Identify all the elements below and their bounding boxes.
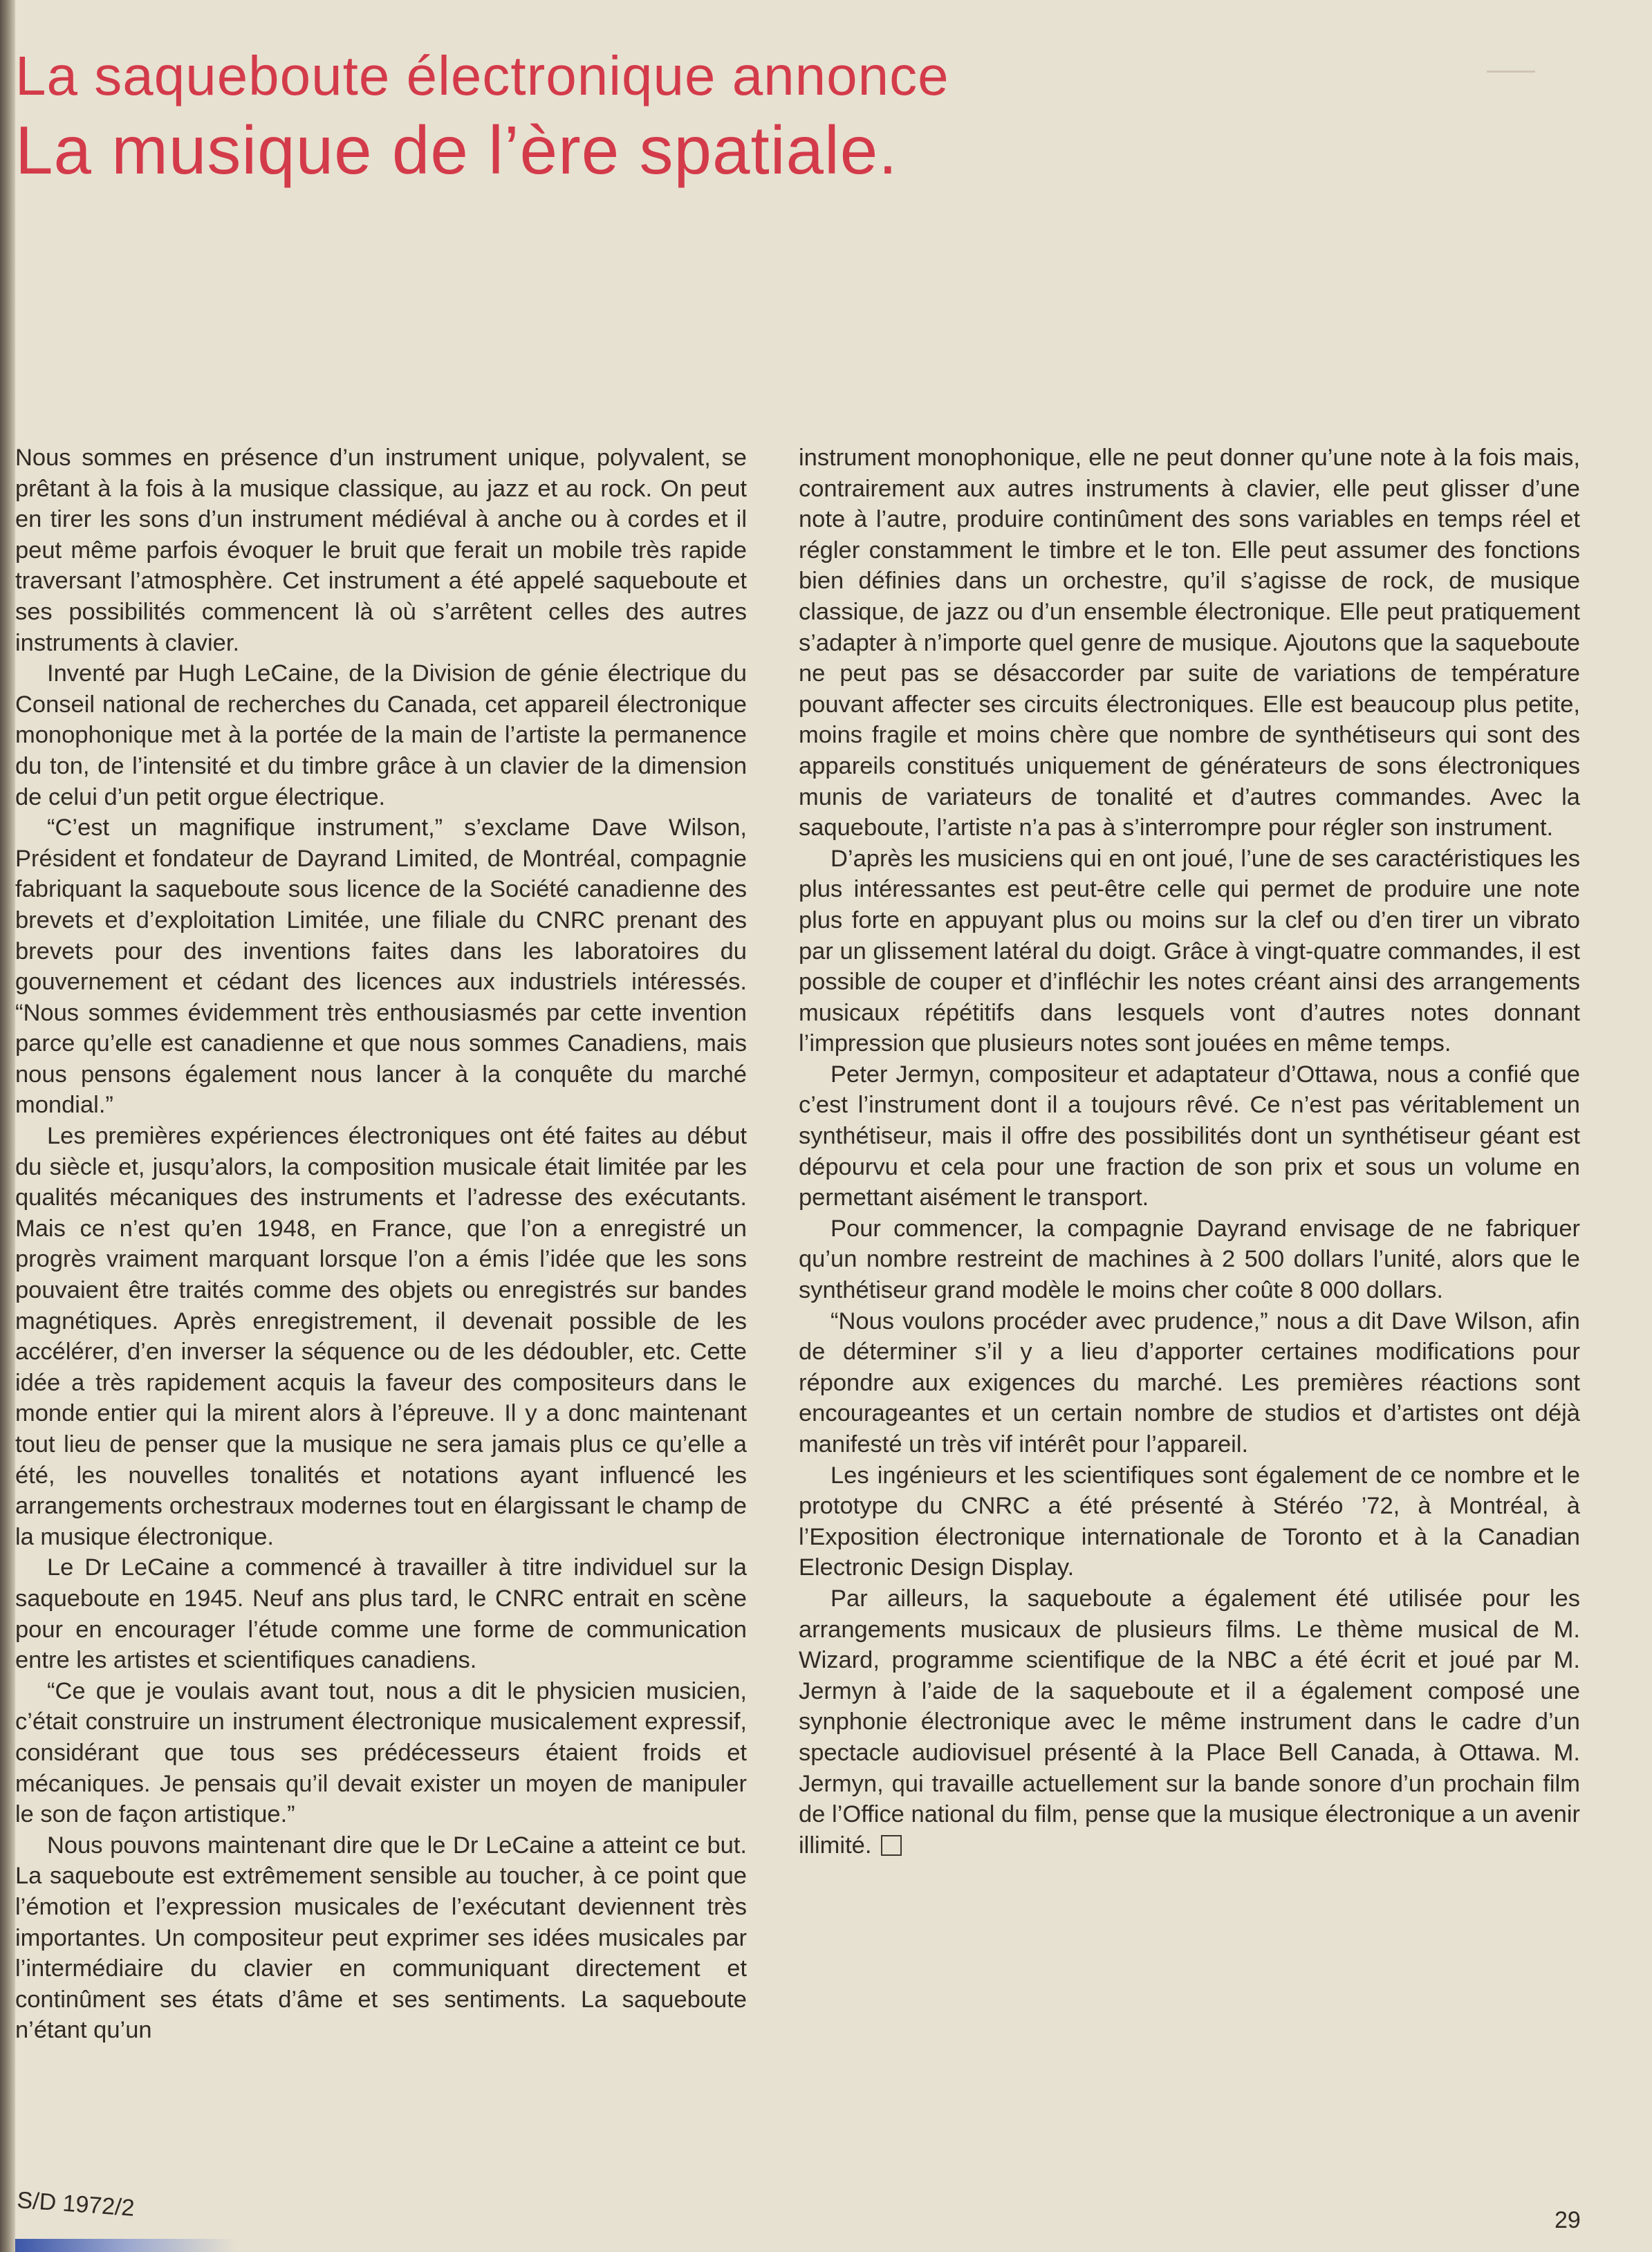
paragraph: Le Dr LeCaine a commencé à travailler à titre individuel sur la saqueboute en 1945. Neuf ans plus tard, le CNRC entrait en scène pour en encourager l’étude comme une forme de communication entre les artistes et scientifiques canadiens. <box>15 1554 747 1674</box>
paragraph: D’après les musiciens qui en ont joué, l’une de ses caractéristiques les plus intéressantes est peut-être celle qui permet de produire une note plus forte en appuyant plus ou moins sur la clef ou d’en tirer un vibrato par un glissement latéral du doigt. Grâce à vingt-quatre commandes, il est possible de couper et d’infléchir les notes créant ainsi des arrangements musicaux répétitifs dans lesquels vont d’autres notes donnant l’impression que plusieurs notes sont jouées en même temps. <box>799 845 1580 1057</box>
paragraph: Les premières expériences électroniques ont été faites au début du siècle et, jusqu’alors, la composition musicale était limitée par les qualités mécaniques des instruments et l’adresse des exécutants. Mais ce n’est qu’en 1948, en France, que l’on a enregistré un progrès vraiment marquant lorsque l’on a émis l’idée que les sons pouvaient être traités comme des objets ou enregistrés sur bandes magnétiques. Après enregistrement, il devenait possible de les accélérer, d’en inverser la séquence ou de les dédoubler, etc. Cette idée a très rapidement acquis la faveur des compositeurs dans le monde entier qui la mirent alors à l’épreuve. Il y a donc maintenant tout lieu de penser que la musique ne sera jamais plus ce qu’elle a été, les nouvelles tonalités et notations ayant influencé les arrangements orchestraux modernes tout en élargissant le champ de la musique électronique. <box>15 1123 747 1550</box>
paragraph: Nous sommes en présence d’un instrument unique, polyvalent, se prêtant à la fois à la musique classique, au jazz et au rock. On peut en tirer les sons d’un instrument médiéval à anche ou à cordes et il peut même parfois évoquer le bruit que ferait un mobile très rapide traversant l’atmosphère. Cet instrument a été appelé saqueboute et ses possibilités commencent là où s’arrêtent celles des autres instruments à clavier. <box>15 445 747 656</box>
paragraph: instrument monophonique, elle ne peut donner qu’une note à la fois mais, contrairement aux autres instruments à clavier, elle peut glisser d’une note à l’autre, produire continûment des sons variables en temps réel et régler constamment le timbre et le ton. Elle peut assumer des fonctions bien définies dans un orchestre, qu’il s’agisse de rock, de musique classique, de jazz ou d’un ensemble électronique. Elle peut pratiquement s’adapter à n’importe quel genre de musique. Ajoutons que la saqueboute ne peut pas se désaccorder par suite de variations de température pouvant affecter ses circuits électroniques. Elle est beaucoup plus petite, moins fragile et moins chère que nombre de synthétiseurs qui sont des appareils constitués uniquement de générateurs de sons électroniques munis de variateurs de tonalité et d’autres commandes. Avec la saqueboute, l’artiste n’a pas à s’interrompre pour régler son instrument. <box>799 445 1580 841</box>
page-number: 29 <box>1554 2207 1581 2233</box>
paragraph: “Ce que je voulais avant tout, nous a dit le physicien musicien, c’était construire un instrument électronique musicalement expressif, considérant que tous ses prédécesseurs étaient froids et mécaniques. Je pensais qu’il devait exister un moyen de manipuler le son de façon artistique.” <box>15 1677 747 1828</box>
paragraph: “Nous voulons procéder avec prudence,” nous a dit Dave Wilson, afin de déterminer s’il y a lieu d’apporter certaines modifications pour répondre aux exigences du marché. Les premières réactions sont encourageantes et un certain nombre de studios et d’artistes ont déjà manifesté un très vif intérêt pour l’appareil. <box>799 1308 1580 1458</box>
paragraph: Nous pouvons maintenant dire que le Dr LeCaine a atteint ce but. La saqueboute est extrêmement sensible au toucher, à ce point que l’émotion et l’expression musicales de l’exécutant deviennent très importantes. Un compositeur peut exprimer ses idées musicales par l’intermédiaire du clavier en communiquant directement et continûment ses états d’âme et ses sentiments. La saqueboute n’étant qu’un <box>15 1832 747 2044</box>
page-binding-shadow <box>0 0 15 2252</box>
bottom-edge-tint <box>15 2239 236 2252</box>
end-of-article-square-icon <box>881 1835 902 1856</box>
paragraph-final <box>799 1583 1580 1861</box>
paragraph: Peter Jermyn, compositeur et adaptateur d’Ottawa, nous a confié que c’est l’instrument dont il a toujours rêvé. Ce n’est pas véritablement un synthétiseur, mais il offre des possibilités dont un synthétiseur géant est dépourvu et cela pour une fraction de son prix et sous un volume en permettant aisément le transport. <box>799 1061 1580 1211</box>
paragraph: Inventé par Hugh LeCaine, de la Division de génie électrique du Conseil national de recherches du Canada, cet appareil électronique monophonique met à la portée de la main de l’artiste la permanence du ton, de l’intensité et du timbre grâce à un clavier de la dimension de celui d’un petit orgue électrique. <box>15 660 747 810</box>
headline-line-1: La saqueboute électronique annonce <box>15 45 949 106</box>
paragraph-final-text: Par ailleurs, la saqueboute a également été utilisée pour les arrangements musicaux de plusieurs films. Le thème musical de M. Wizard, programme scientifique de la NBC a été écrit et joué par M. Jermyn à l’aide de la saqueboute et il a également composé une synphonie électronique avec le même instrument dans le cadre d’un spectacle audiovisuel présenté à la Place Bell Canada, à Ottawa. M. Jermyn, qui travaille actuellement sur la bande sonore d’un prochain film de l’Office national du film, pense que la musique électronique a un avenir illimité. <box>799 1585 1580 1859</box>
article-left-column <box>15 443 747 2046</box>
headline-line-2: La musique de l’ère spatiale. <box>15 112 898 188</box>
paragraph: Pour commencer, la compagnie Dayrand envisage de ne fabriquer qu’un nombre restreint de machines à 2 500 dollars l’unité, alors que le synthétiseur grand modèle le moins cher coûte 8 000 dollars. <box>799 1215 1580 1304</box>
issue-label: S/D 1972/2 <box>16 2187 136 2222</box>
headline <box>15 41 1537 189</box>
article-right-column <box>799 443 1580 1861</box>
paragraph: “C’est un magnifique instrument,” s’exclame Dave Wilson, Président et fondateur de Dayrand Limited, de Montréal, compagnie fabriquant la saqueboute sous licence de la Société canadienne des brevets et d’exploitation Limitée, une filiale du CNRC prenant des brevets pour des inventions faites dans les laboratoires du gouvernement et cédant des licences aux industriels intéressés. “Nous sommes évidemment très enthousiasmés par cette invention parce qu’elle est canadienne et que nous sommes Canadiens, mais nous pensons également nous lancer à la conquête du marché mondial.” <box>15 815 747 1119</box>
paragraph: Les ingénieurs et les scientifiques sont également de ce nombre et le prototype du CNRC a été présenté à Stéréo ’72, à Montréal, à l’Exposition électronique internationale de Toronto et à la Canadian Electronic Design Display. <box>799 1462 1580 1581</box>
